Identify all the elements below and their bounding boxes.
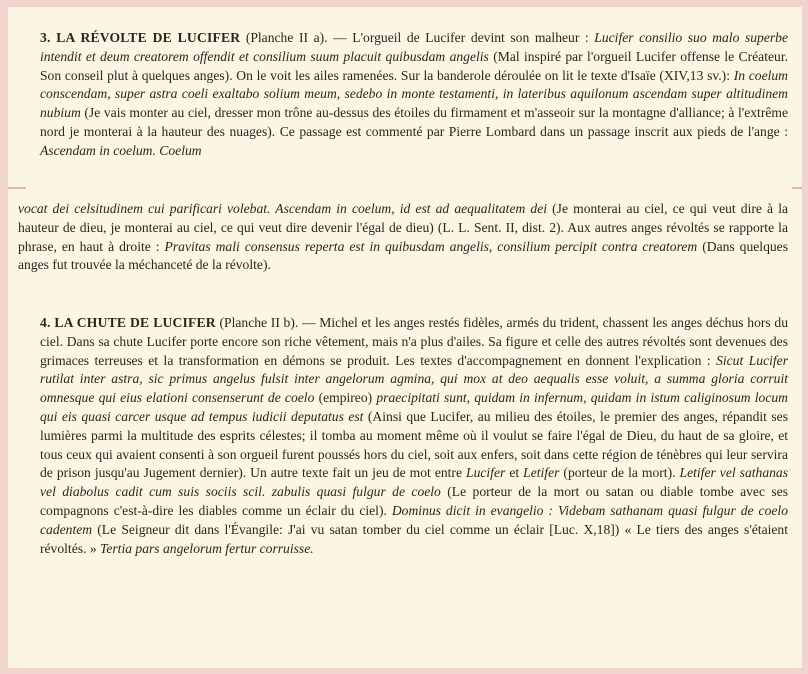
text-run: et	[505, 465, 524, 481]
text-run: (Ainsi que Lucifer, au milieu des étoiles, le premier des anges, répandit ses lumières parmi la multitude des esprits célestes; il tomba au moment même où il voulut se faire l'égal de Dieu, du haut de sa gloire, et tous ceux qui avaient consenti à son orgueil furent poussés hors du ciel, soit aux enfers, soit dans cette région de ténèbres qui leur servira de prison jusqu'au Jugement dernier). Un autre texte fait un jeu de mot entre	[40, 408, 788, 481]
section-title: LA RÉVOLTE DE LUCIFER	[56, 30, 241, 45]
latin-quote: In coelum conscendam, super astra coeli exaltabo solium meum, sedebo in monte testamenti, in lateribus aquilonum ascendam super altitudinem nubium	[40, 67, 788, 121]
section-title: LA CHUTE DE LUCIFER	[54, 315, 216, 330]
latin-quote: Letifer vel sathanas vel diabolus cadit cum suis sociis scil. zabulis quasi fulgur de coelo	[40, 465, 789, 500]
text-run: (Planche II a). — L'orgueil de Lucifer devint son malheur :	[240, 30, 595, 45]
paragraph	[18, 314, 788, 558]
text-run: (porteur de la mort).	[559, 465, 680, 481]
section-number: 4.	[40, 315, 51, 330]
page-border-bottom	[0, 668, 808, 674]
section-revolte-continued	[18, 200, 788, 275]
latin-quote: praecipitati sunt, quidam in infernum, quidam in istum caliginosum locum qui eis quasi carcer usque ad tempus iudicii deputatus est	[40, 390, 788, 424]
latin-quote: Letifer	[523, 465, 560, 481]
latin-quote: Lucifer consilio suo malo superbe intendit et deum creatorem offendit et consilium suum placuit quibusdam angelis	[40, 30, 788, 64]
text-run: (Mal inspiré par l'orgueil Lucifer offense le Créateur. Son conseil plut à quelques anges). On le voit les ailes ramenées. Sur la banderole déroulée on lit le texte d'Isaïe (XIV,13 sv.):	[40, 48, 788, 83]
page-border-right	[802, 0, 808, 674]
section-divider-left	[8, 187, 26, 189]
text-run: (Planche II b). — Michel et les anges restés fidèles, armés du trident, chassent les anges déchus hors du ciel. Dans sa chute Lucifer porte encore son riche vêtement, mais n'a plus d'ailes. Sa figure et celle des autres révoltés sont devenues des grimaces terreuses et la transformation en démons se produit. Les textes d'accompagnement en donnent l'explication :	[40, 315, 788, 368]
section-divider-right	[792, 187, 802, 189]
section-revolte	[18, 29, 788, 161]
latin-quote: Pravitas mali consensus reperta est in quibusdam angelis, consilium percipit contra creatorem	[164, 238, 698, 254]
text-run: (Le porteur de la mort ou satan ou diable tombe avec ses compagnons c'est-à-dire les diables comme un éclair du ciel).	[40, 484, 788, 518]
text-run: (Je vais monter au ciel, dresser mon trône au-dessus des étoiles du firmament et m'asseoir sur la montagne d'alliance; à l'extrême nord je monterai à la hauteur des nuages). Ce passage est commenté par Pierre Lombard dans un passage inscrit aux pieds de l'ange :	[40, 105, 788, 139]
paragraph-body	[18, 201, 788, 272]
latin-quote: Dominus dicit in evangelio : Videbam sathanam quasi fulgur de coelo cadentem	[40, 502, 788, 537]
paragraph-body	[40, 30, 788, 158]
latin-quote: Tertia pars angelorum fertur corruisse.	[100, 540, 314, 556]
section-chute	[18, 314, 788, 558]
paragraph	[18, 200, 788, 275]
section-number: 3.	[40, 30, 51, 45]
paragraph	[18, 29, 788, 161]
paragraph-body	[40, 315, 788, 556]
latin-quote: Lucifer	[466, 465, 506, 481]
page-border-top	[0, 0, 808, 7]
text-run: (Dans quelques anges fut trouvée la méchanceté de la révolte).	[18, 238, 789, 273]
latin-quote: vocat dei celsitudinem cui parificari volebat. Ascendam in coelum, id est ad aequalitatem dei	[18, 201, 548, 216]
page-border-left	[0, 0, 8, 674]
text-run: (empireo)	[314, 390, 377, 406]
latin-quote: Ascendam in coelum. Coelum	[40, 142, 202, 158]
text-run: (Le Seigneur dit dans l'Évangile: J'ai vu satan tomber du ciel comme un éclair [Luc. X,18]) « Le tiers des anges s'étaient révoltés. »	[40, 521, 788, 556]
text-run: (Je monterai au ciel, ce qui veut dire à la hauteur de dieu, je monterai au ciel, ce qui veut dire devenir l'égal de dieu) (L. L. Sent. II, dist. 2). Aux autres anges révoltés se rapporte la phrase, en haut à droite :	[18, 201, 788, 254]
latin-quote: Sicut Lucifer rutilat inter astra, sic primus angelus fulsit inter angelorum agmina, qui mox at deo aequalis esse voluit, a summa gloria corruit omnesque qui eius elationi consenserunt de coelo	[40, 352, 788, 406]
